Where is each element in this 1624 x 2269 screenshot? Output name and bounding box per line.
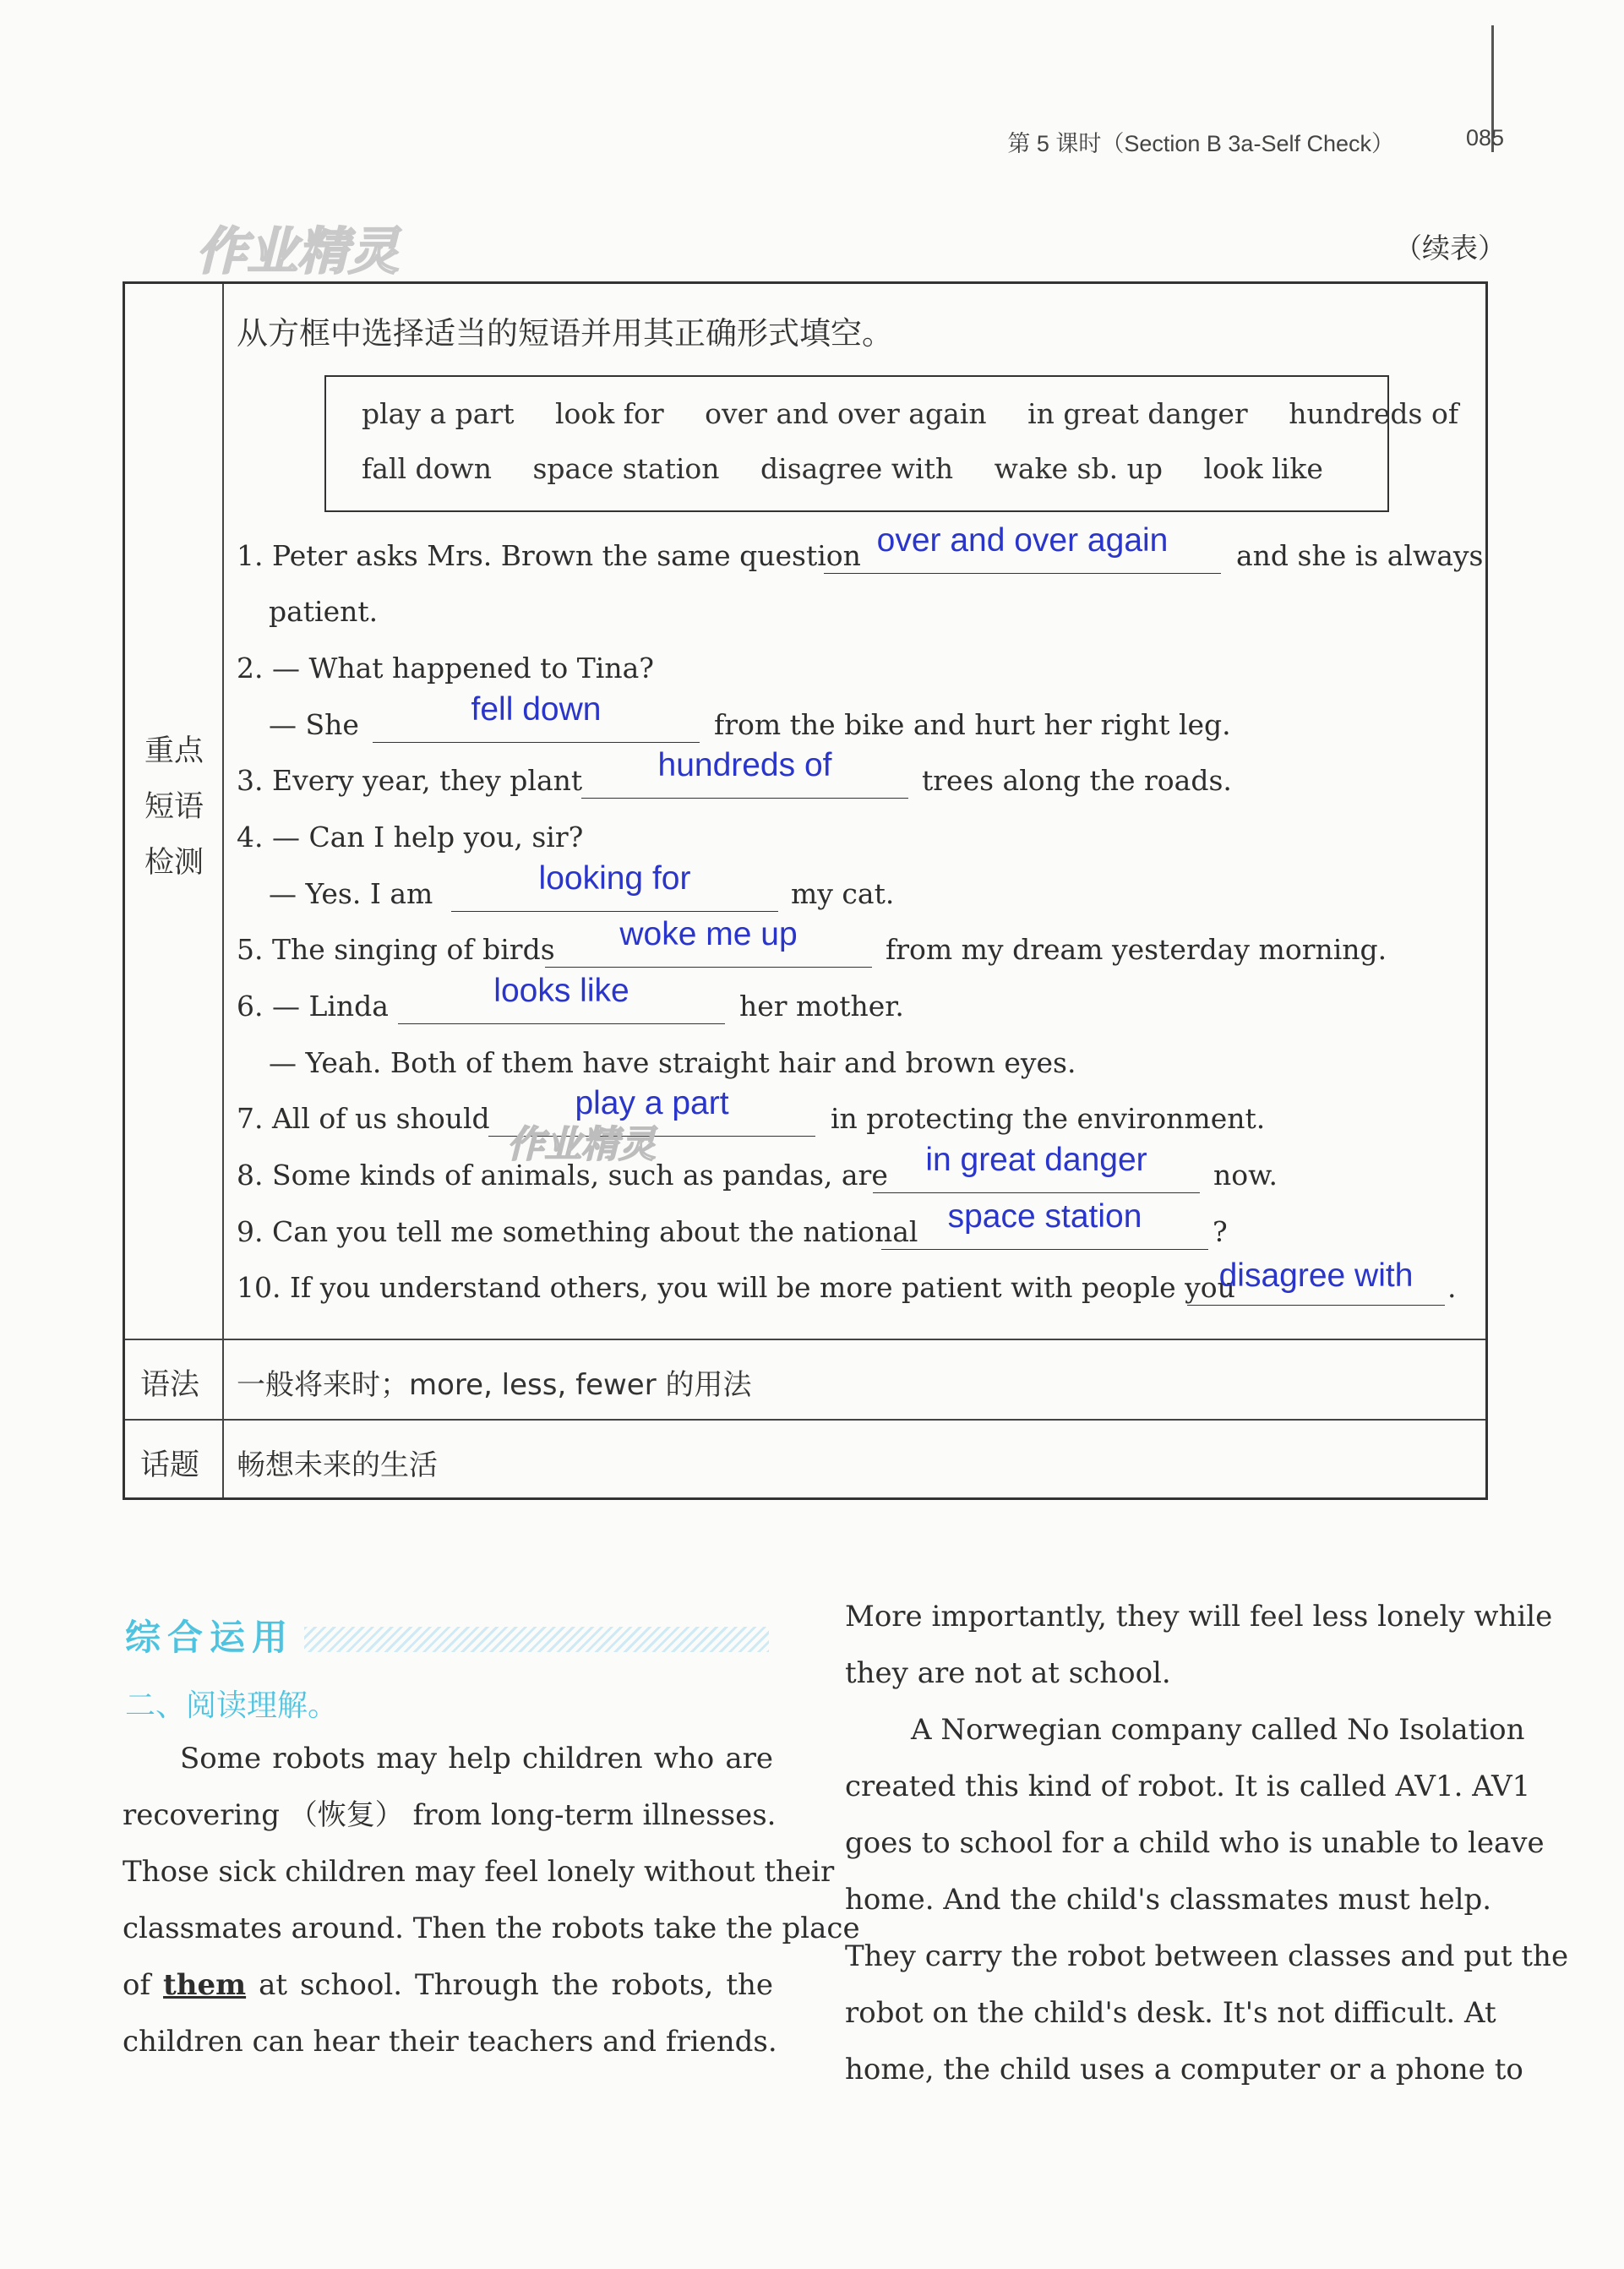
question-4-reply: — Yes. I am (269, 877, 433, 910)
watermark: 作业精灵 (507, 1123, 656, 1166)
question-6-reply: — Yeah. Both of them have straight hair and brown eyes. (269, 1046, 1076, 1079)
grammar-label: 语法 (140, 1368, 200, 1402)
section-title: 综合运用 (125, 1617, 295, 1658)
question-10-cont: . (1447, 1271, 1457, 1304)
phrase: play a part (362, 397, 515, 430)
passage-line-rest: at school. Through the robots, the (259, 1968, 774, 2002)
passage-line: robot on the child's desk. It's not difficult. At (845, 1996, 1496, 2030)
answer-2: fell down (471, 691, 602, 728)
instruction: 从方框中选择适当的短语并用其正确形式填空。 (237, 315, 893, 352)
phrase: fall down (362, 452, 492, 485)
question-8-cont: now. (1213, 1159, 1278, 1192)
passage-line (123, 1957, 773, 2014)
exercise-table (123, 281, 1488, 1500)
question-6-cont: her mother. (739, 990, 904, 1023)
question-1: 1. Peter asks Mrs. Brown the same question (237, 539, 861, 572)
phrase: over and over again (705, 397, 987, 430)
question-5-cont: from my dream yesterday morning. (886, 933, 1387, 966)
continued-label: （续表） (1394, 232, 1506, 265)
phrase: disagree with (760, 452, 954, 485)
phrase-row (362, 452, 1355, 485)
answer-10: disagree with (1218, 1257, 1414, 1294)
passage-line: children can hear their teachers and friends. (123, 2025, 777, 2059)
lesson-title: 第 5 课时（Section B 3a-Self Check） (1007, 131, 1394, 156)
question-8: 8. Some kinds of animals, such as pandas, are (237, 1159, 888, 1192)
question-3: 3. Every year, they plant (237, 764, 583, 797)
key-label-line: 检测 (144, 846, 204, 880)
topic-label: 话题 (140, 1448, 200, 1482)
answer-blank (398, 1023, 725, 1024)
page-header (1007, 118, 1504, 161)
section-subtitle: 二、阅读理解。 (125, 1688, 339, 1723)
answer-1: over and over again (876, 522, 1169, 559)
question-2-cont: from the bike and hurt her right leg. (714, 708, 1231, 741)
phrase-box (324, 375, 1459, 512)
emphasized-word: them (163, 1968, 247, 2002)
question-7-cont: in protecting the environment. (831, 1102, 1266, 1135)
answer-3: hundreds of (657, 747, 832, 783)
question-1-end: patient. (269, 595, 379, 628)
column-divider (222, 284, 224, 1497)
passage-line: More importantly, they will feel less lonely while (845, 1600, 1553, 1634)
question-4-cont: my cat. (791, 877, 895, 910)
answer-blank (545, 967, 872, 968)
passage-word: of (123, 1968, 151, 2002)
answer-9: space station (947, 1198, 1142, 1235)
question-10: 10. If you understand others, you will be more patient with people you (237, 1271, 1235, 1304)
phrase: hundreds of (1289, 397, 1459, 430)
key-label-line: 短语 (144, 790, 204, 824)
passage-line: created this kind of robot. It is called AV1. AV1 (845, 1770, 1531, 1803)
question-2-reply: — She (269, 708, 359, 741)
answer-blank (451, 911, 778, 912)
key-phrases-label (140, 723, 208, 891)
phrase-row (362, 397, 1490, 430)
question-3-cont: trees along the roads. (922, 764, 1232, 797)
reading-passage-left (123, 1731, 860, 2070)
phrase: space station (532, 452, 720, 485)
answer-blank (1187, 1305, 1445, 1306)
answer-blank (581, 798, 908, 799)
question-1-cont: and she is always (1236, 539, 1484, 572)
question-9: 9. Can you tell me something about the national (237, 1215, 918, 1248)
answer-blank (881, 1249, 1208, 1250)
page-number: 085 (1465, 125, 1504, 150)
phrase: look like (1203, 452, 1323, 485)
row-divider (125, 1419, 1485, 1421)
key-label-line: 重点 (144, 734, 204, 768)
answer-blank (824, 573, 1221, 574)
answer-6: looks like (493, 973, 629, 1009)
answer-4: looking for (538, 860, 691, 897)
passage-line: home, the child uses a computer or a phone to (845, 2053, 1523, 2086)
question-4: 4. — Can I help you, sir? (237, 821, 584, 854)
passage-line: A Norwegian company called No Isolation (911, 1713, 1525, 1747)
answer-5: woke me up (619, 916, 798, 952)
question-2: 2. — What happened to Tina? (237, 652, 654, 685)
answer-8: in great danger (925, 1142, 1147, 1178)
answer-blank (873, 1192, 1200, 1193)
passage-line: goes to school for a child who is unable to leave (845, 1826, 1545, 1860)
answer-blank (373, 742, 700, 743)
section-decoration (304, 1627, 769, 1652)
reading-passage-right (845, 1589, 1569, 2098)
passage-line: recovering （恢复） from long-term illnesses. (123, 1798, 777, 1832)
watermark: 作业精灵 (196, 222, 399, 281)
grammar-text: 一般将来时；more, less, fewer 的用法 (237, 1368, 752, 1402)
row-divider (125, 1339, 1485, 1340)
answer-7: play a part (575, 1085, 729, 1121)
question-9-cont: ? (1213, 1215, 1228, 1248)
phrase: look for (555, 397, 664, 430)
passage-line: Those sick children may feel lonely without their (123, 1855, 835, 1889)
passage-line: They carry the robot between classes and put the (845, 1939, 1569, 1973)
question-6: 6. — Linda (237, 990, 389, 1023)
topic-text: 畅想未来的生活 (237, 1448, 438, 1482)
passage-line: Some robots may help children who are (180, 1742, 773, 1775)
passage-line: home. And the child's classmates must help. (845, 1883, 1492, 1917)
phrase: wake sb. up (994, 452, 1163, 485)
phrase: in great danger (1027, 397, 1248, 430)
passage-line: they are not at school. (845, 1656, 1171, 1690)
passage-line: classmates around. Then the robots take the place (123, 1912, 860, 1945)
question-7: 7. All of us should (237, 1102, 490, 1135)
question-5: 5. The singing of birds (237, 933, 555, 966)
